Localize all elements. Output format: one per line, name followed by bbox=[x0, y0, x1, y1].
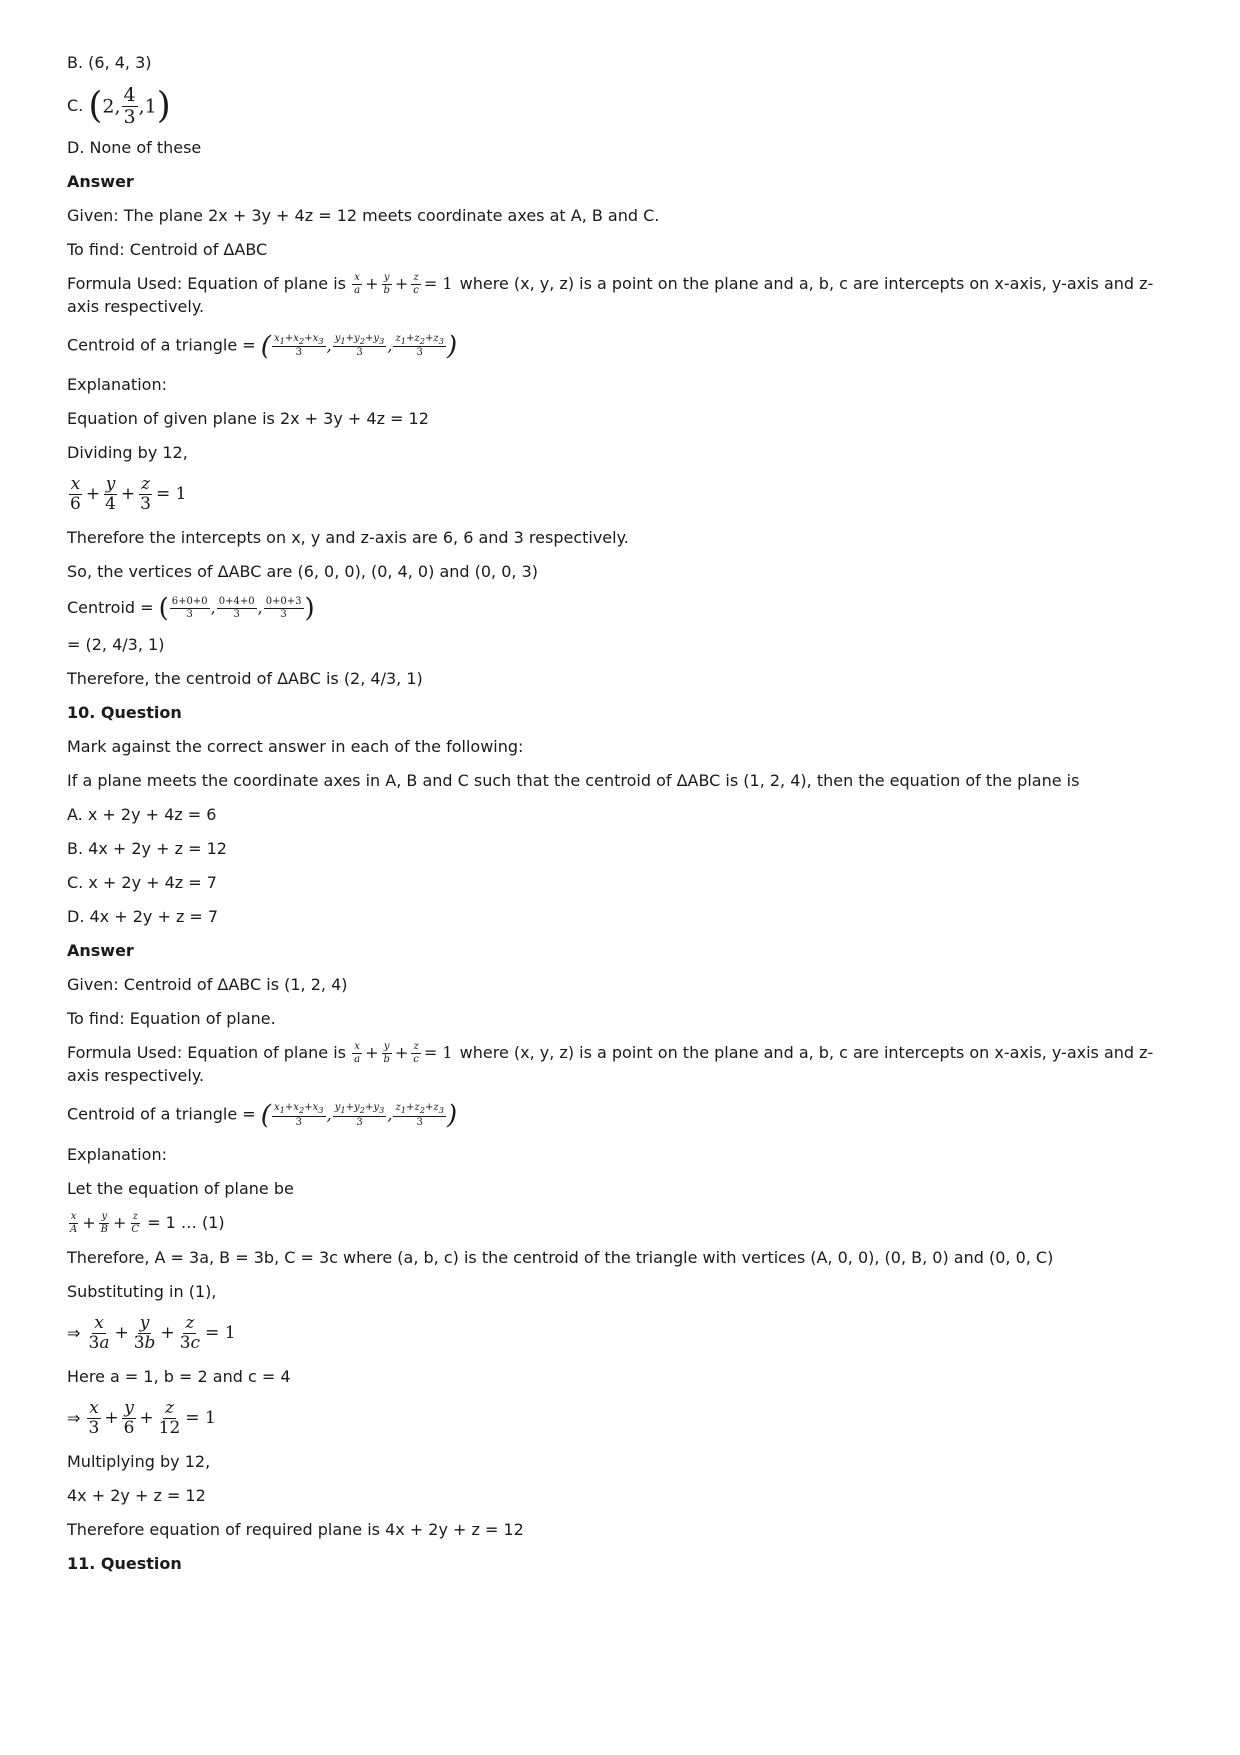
q10-option-b: B. 4x + 2y + z = 12 bbox=[67, 839, 227, 859]
q10-instruction: Mark against the correct answer in each of the following: bbox=[67, 737, 524, 757]
q9-option-c bbox=[67, 86, 1177, 127]
q10-answer-heading: Answer bbox=[67, 941, 134, 961]
q9-answer-heading: Answer bbox=[67, 172, 134, 191]
q9-explanation: Explanation: bbox=[67, 375, 167, 395]
q9-divided-equation bbox=[67, 476, 1177, 513]
q9-centroid-value: = (2, 4/3, 1) bbox=[67, 635, 165, 655]
q10-option-c: C. x + 2y + 4z = 7 bbox=[67, 873, 217, 893]
equation-xA-yB-zC: $\frac{x}{A}$ + $\frac{y}{B}$ + $\frac{z}{C}$ bbox=[70, 1210, 140, 1235]
q10-therefore-abc: Therefore, A = 3a, B = 3b, C = 3c where (a, b, c) is the centroid of the triangle with vertices (A, 0, 0), (0, B, 0) and (0, 0, C) bbox=[67, 1247, 1054, 1267]
q10-heading: 10. Question bbox=[67, 703, 182, 723]
q10-conclusion: Therefore equation of required plane is 4x + 2y + z = 12 bbox=[67, 1519, 524, 1539]
q10-substituted-eq: ⇒ $\frac{x}{3a}$ + $\frac{y}{3b}$ + $\frac{z}{3c}$ = 1 bbox=[67, 1312, 236, 1353]
q10-option-d: D. 4x + 2y + z = 7 bbox=[67, 907, 219, 927]
equation-x3-y6-z12: $\frac{x}{3}$ + $\frac{y}{6}$ + $\frac{z}{12}$ = 1 bbox=[88, 1397, 216, 1438]
q9-formula: Formula Used: Equation of plane is $\frac{x}{a}$ + $\frac{y}{b}$ + $\frac{z}{c}$ = 1 where (x, y, z) is a point on the plane and a, b, c are intercepts on x-axis, y-axis and z-axis respectively. bbox=[67, 272, 1154, 316]
centroid-formula: ( $\frac{x_1+x_2+x_3}{3}$ , $\frac{y_1+y_2+y_3}{3}$ , $\frac{z_1+z_2+z_3}{3}$ ) bbox=[260, 1100, 458, 1131]
q10-result: 4x + 2y + z = 12 bbox=[67, 1485, 206, 1505]
q9-given: Given: The plane 2x + 3y + 4z = 12 meets coordinate axes at A, B and C. bbox=[67, 206, 660, 225]
q10-question: If a plane meets the coordinate axes in A, B and C such that the centroid of ΔABC is (1, 2, 4), then the equation of the plane is bbox=[67, 771, 1080, 791]
option-c-label: C. bbox=[67, 96, 84, 115]
option-c-last: ,1 bbox=[138, 95, 157, 118]
q9-dividing: Dividing by 12, bbox=[67, 443, 188, 463]
q9-to-find: To find: Centroid of ΔABC bbox=[67, 240, 268, 259]
q9-centroid-formula: Centroid of a triangle = ( $\frac{x_1+x_2+x_3}{3}$ , $\frac{y_1+y_2+y_3}{3}$ , $\frac{z_1+z_2+z_3}{3}$ ) bbox=[67, 331, 458, 362]
plane-intercept-formula: $\frac{x}{a}$ + $\frac{y}{b}$ + $\frac{z}{c}$ = 1 bbox=[354, 272, 453, 296]
q10-centroid-formula: Centroid of a triangle = ( $\frac{x_1+x_2+x_3}{3}$ , $\frac{y_1+y_2+y_3}{3}$ , $\frac{z_1+z_2+z_3}{3}$ ) bbox=[67, 1100, 458, 1131]
q10-substituting: Substituting in (1), bbox=[67, 1281, 217, 1301]
right-paren: ) bbox=[156, 85, 171, 127]
q9-conclusion: Therefore, the centroid of ΔABC is (2, 4/3, 1) bbox=[67, 669, 423, 689]
fraction-4-3: $\frac{4}{3}$ bbox=[123, 84, 136, 128]
centroid-calc-formula: ( $\frac{6+0+0}{3}$ , $\frac{0+4+0}{3}$ , $\frac{0+0+3}{3}$ ) bbox=[158, 593, 315, 624]
q10-let-eq: Let the equation of plane be bbox=[67, 1178, 294, 1198]
q10-option-a: A. x + 2y + 4z = 6 bbox=[67, 805, 217, 825]
q9-option-d: D. None of these bbox=[67, 138, 202, 157]
q10-explanation: Explanation: bbox=[67, 1144, 167, 1164]
q9-option-b: B. (6, 4, 3) bbox=[67, 53, 152, 72]
left-paren: ( bbox=[88, 85, 103, 127]
option-c-first: 2, bbox=[102, 95, 121, 118]
q9-centroid-calc: Centroid = ( $\frac{6+0+0}{3}$ , $\frac{0+4+0}{3}$ , $\frac{0+0+3}{3}$ ) bbox=[67, 593, 315, 624]
q9-vertices: So, the vertices of ΔABC are (6, 0, 0), (0, 4, 0) and (0, 0, 3) bbox=[67, 562, 538, 582]
centroid-formula: ( $\frac{x_1+x_2+x_3}{3}$ , $\frac{y_1+y_2+y_3}{3}$ , $\frac{z_1+z_2+z_3}{3}$ ) bbox=[260, 331, 458, 362]
plane-intercept-formula: $\frac{x}{a}$ + $\frac{y}{b}$ + $\frac{z}{c}$ = 1 bbox=[354, 1041, 453, 1066]
equation-3a-3b-3c: $\frac{x}{3a}$ + $\frac{y}{3b}$ + $\frac{z}{3c}$ = 1 bbox=[88, 1312, 236, 1353]
q10-multiplying: Multiplying by 12, bbox=[67, 1451, 211, 1471]
q10-here: Here a = 1, b = 2 and c = 4 bbox=[67, 1366, 291, 1386]
equation-x6-y4-z3: $\frac{x}{6}$ + $\frac{y}{4}$ + $\frac{z}{3}$ = 1 bbox=[70, 474, 187, 515]
q11-heading: 11. Question bbox=[67, 1553, 182, 1573]
q10-given: Given: Centroid of ΔABC is (1, 2, 4) bbox=[67, 975, 348, 995]
q9-intercepts: Therefore the intercepts on x, y and z-axis are 6, 6 and 3 respectively. bbox=[67, 528, 629, 548]
q10-equation-1: $\frac{x}{A}$ + $\frac{y}{B}$ + $\frac{z}{C}$ = 1 … (1) bbox=[67, 1212, 1177, 1235]
q10-numeric-eq: ⇒ $\frac{x}{3}$ + $\frac{y}{6}$ + $\frac{z}{12}$ = 1 bbox=[67, 1397, 216, 1438]
q9-eq-given: Equation of given plane is 2x + 3y + 4z = 12 bbox=[67, 409, 429, 429]
document-page bbox=[67, 52, 1177, 1587]
q10-formula: Formula Used: Equation of plane is $\frac{x}{a}$ + $\frac{y}{b}$ + $\frac{z}{c}$ = 1 where (x, y, z) is a point on the plane and a, b, c are intercepts on x-axis, y-axis and z-axis respectively. bbox=[67, 1041, 1154, 1086]
q10-to-find: To find: Equation of plane. bbox=[67, 1009, 276, 1029]
